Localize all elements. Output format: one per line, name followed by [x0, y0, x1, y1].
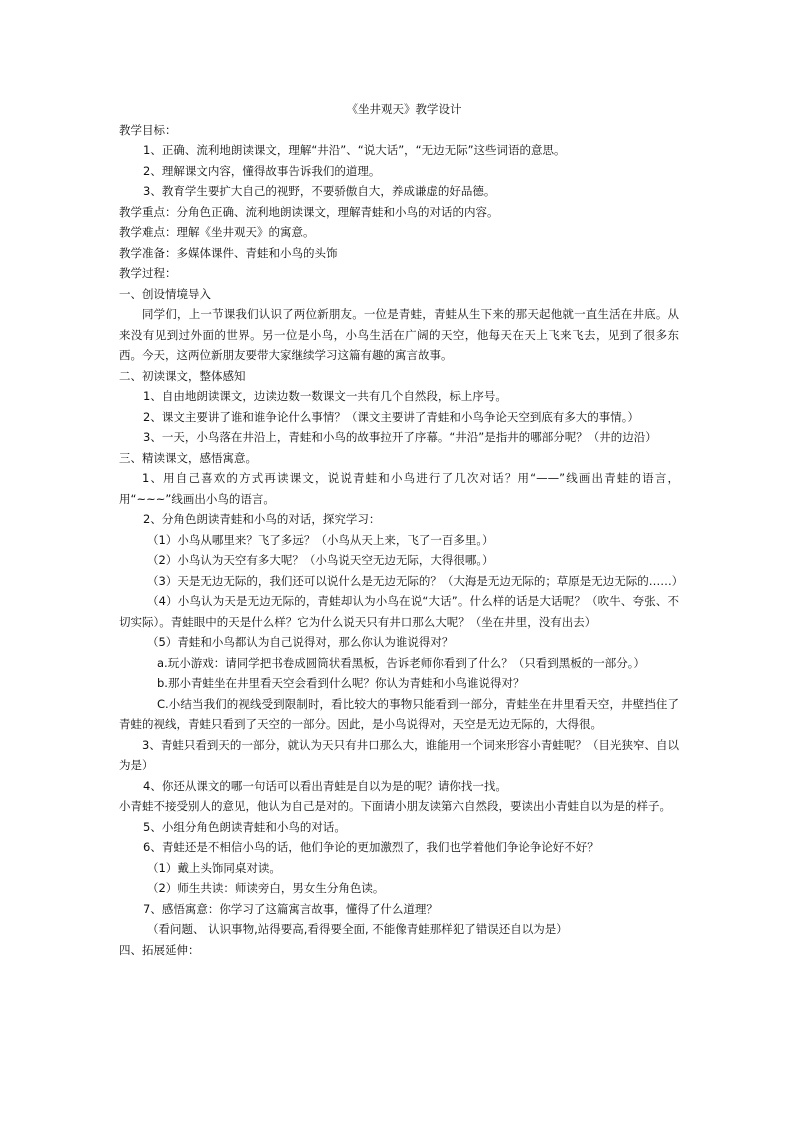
activity-c: C.小结当我们的视线受到限制时，看比较大的事物只能看到一部分，青蛙坐在井里看天空，井壁挡住了青蛙的视线，青蛙只看到了天空的一部分。因此，是小鸟说得对，天空是无边无际的，大得很。	[119, 696, 679, 731]
objective-3: 3、教育学生要扩大自己的视野，不要骄傲自大，养成谦虚的好品德。	[143, 184, 496, 198]
heading-objectives: 教学目标：	[119, 122, 177, 137]
objective-1: 1、正确、流利地朗读课文，理解“井沿”、“说大话”，“无边无际”这些词语的意思。	[143, 143, 566, 157]
step-2-2: 2、课文主要讲了谁和谁争论什么事情？（课文主要讲了青蛙和小鸟争论天空到底有多大的事情。）	[143, 409, 640, 424]
step-3-6: 6、青蛙还是不相信小鸟的话，他们争论的更加激烈了，我们也学着他们争论争论好不好？	[143, 840, 599, 854]
heading-process: 教学过程：	[119, 266, 177, 280]
section-4-heading: 四、拓展延伸：	[119, 942, 200, 957]
section-2-heading: 二、初读课文，整体感知	[119, 368, 246, 383]
document-title: 《坐井观天》教学设计	[346, 102, 462, 116]
step-3-4: 4、你还从课文的哪一句话可以看出青蛙是自以为是的呢？请你找一找。	[143, 778, 507, 793]
step-3-3: 3、青蛙只看到天的一部分，就认为天只有井口那么大，谁能用一个词来形容小青蛙呢？（目光狭窄、自以为是）	[119, 737, 679, 772]
step-2-1: 1、自由地朗读课文，边读边数一数课文一共有几个自然段，标上序号。	[143, 389, 507, 403]
document-page	[119, 99, 684, 960]
question-1: （1）小鸟从哪里来？飞了多远？（小鸟从天上来，飞了一百多里。）	[147, 532, 494, 547]
step-3-5: 5、小组分角色朗读青蛙和小鸟的对话。	[143, 819, 346, 834]
sub-step-1: （1）戴上头饰同桌对读。	[147, 860, 281, 875]
objective-2: 2、理解课文内容，懂得故事告诉我们的道理。	[143, 163, 381, 178]
note-paragraph: 小青蛙不接受别人的意见，他认为自己是对的。下面请小朋友读第六自然段，要读出小青蛙自以为是的样子。	[119, 799, 671, 813]
step-3-7: 7、感悟寓意：你学习了这篇寓言故事，懂得了什么道理？	[143, 901, 438, 916]
question-3: （3）天是无边无际的，我们还可以说什么是无边无际的？（大海是无边无际的；草原是无边无际的……）	[147, 573, 684, 588]
section-3-heading: 三、精读课文，感悟寓意。	[119, 450, 257, 465]
question-2: （2）小鸟认为天空有多大呢？（小鸟说天空无边无际，大得很哪。）	[147, 553, 494, 567]
step-3-2: 2、分角色朗读青蛙和小鸟的对话，探究学习：	[143, 512, 381, 526]
section-1-heading: 一、创设情境导入	[119, 286, 211, 301]
key-points: 教学重点：分角色正确、流利地朗读课文，理解青蛙和小鸟的对话的内容。	[119, 204, 499, 219]
question-4: （4）小鸟认为天是无边无际的，青蛙却认为小鸟在说“大话”。什么样的话是大话呢？（吹牛、夸张、不切实际）。青蛙眼中的天是什么样？它为什么说天只有井口那么大呢？（坐在井里，没有出去）	[119, 594, 679, 629]
step-2-3: 3、一天，小鸟落在井沿上，青蛙和小鸟的故事拉开了序幕。“井沿”是指井的哪部分呢？（井的边沿）	[143, 430, 657, 444]
question-5: （5）青蛙和小鸟都认为自己说得对，那么你认为谁说得对？	[147, 635, 454, 649]
conclusion: （看问题、 认识事物,站得要高,看得要全面, 不能像青蛙那样犯了错误还自以为是）	[147, 922, 568, 936]
preparation: 教学准备：多媒体课件、青蛙和小鸟的头饰	[119, 245, 338, 260]
step-3-1: 1、用自己喜欢的方式再读课文，说说青蛙和小鸟进行了几次对话？用“——”线画出青蛙的语言，用“~~~”线画出小鸟的语言。	[119, 471, 679, 506]
intro-paragraph: 同学们，上一节课我们认识了两位新朋友。一位是青蛙，青蛙从生下来的那天起他就一直生活在井底。从来没有见到过外面的世界。另一位是小鸟，小鸟生活在广阔的天空，他每天在天上飞来飞去，见到了很多东西。今天，这两位新朋友要带大家继续学习这篇有趣的寓言故事。	[119, 307, 679, 362]
sub-step-2: （2）师生共读：师读旁白，男女生分角色读。	[147, 881, 385, 895]
activity-b: b.那小青蛙坐在井里看天空会看到什么呢？你认为青蛙和小鸟谁说得对？	[157, 676, 525, 690]
difficult-points: 教学难点：理解《坐井观天》的寓意。	[119, 225, 315, 239]
activity-a: a.玩小游戏：请同学把书卷成圆筒状看黑板，告诉老师你看到了什么？（只看到黑板的一部分。）	[157, 655, 645, 670]
